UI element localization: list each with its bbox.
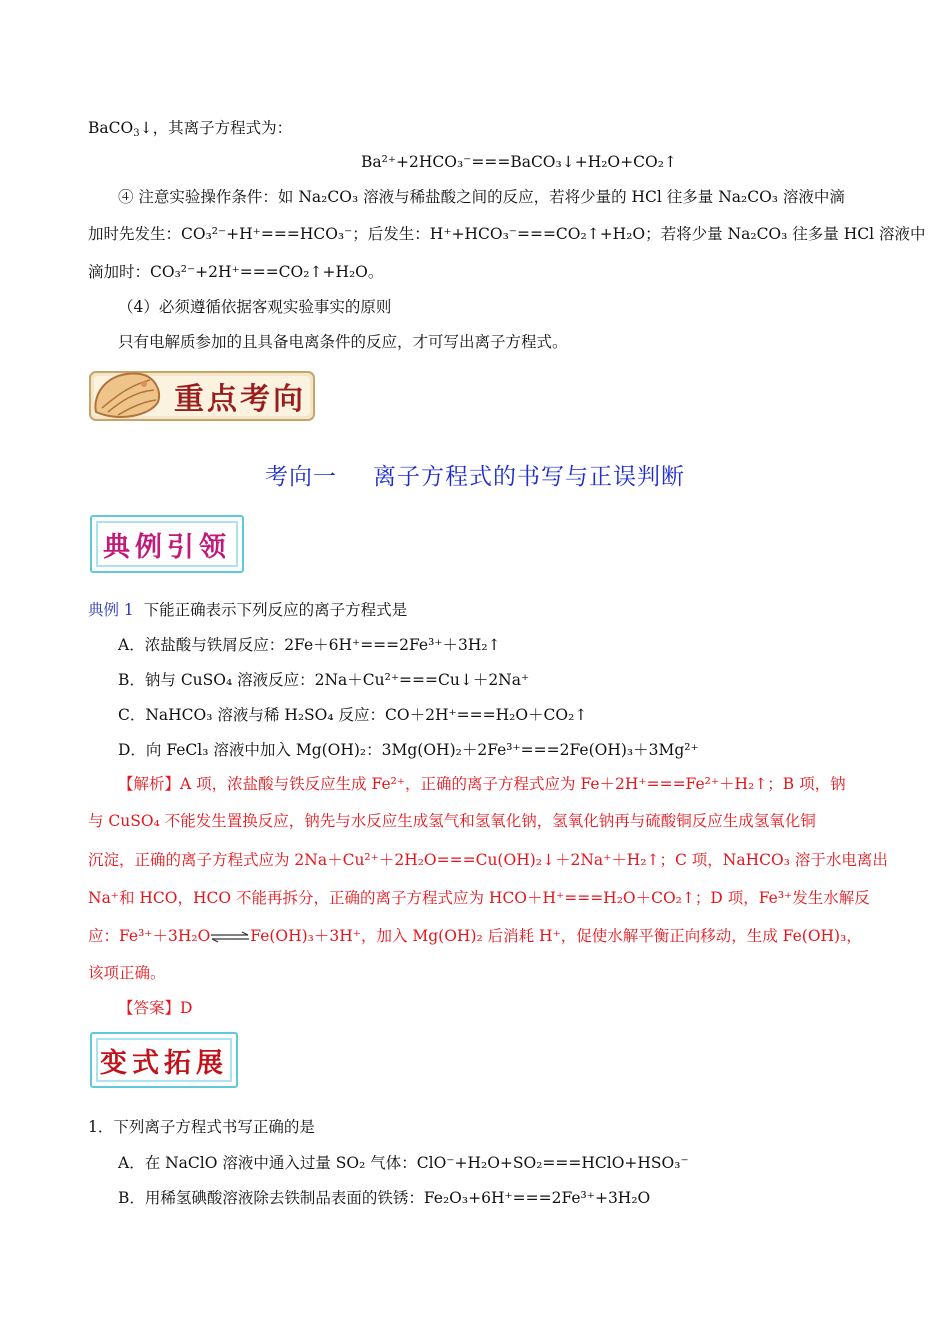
variant-frame xyxy=(90,1032,238,1088)
example-frame-title: 典例引领 xyxy=(103,531,231,563)
section-banner xyxy=(88,364,316,426)
example-frame xyxy=(90,515,244,573)
reversible-arrow-icon xyxy=(210,931,250,943)
option-a: A．浓盐酸与铁屑反应：2Fe＋6H⁺===2Fe³⁺＋3H₂↑ xyxy=(118,636,501,654)
exercise-option-a: A．在 NaClO 溶液中通入过量 SO₂ 气体：ClO⁻+H₂O+SO₂===HClO+HSO₃⁻ xyxy=(118,1154,689,1172)
option-b: B．钠与 CuSO₄ 溶液反应：2Na＋Cu²⁺===Cu↓＋2Na⁺ xyxy=(118,671,530,689)
option-d: D．向 FeCl₃ 溶液中加入 Mg(OH)₂：3Mg(OH)₂＋2Fe³⁺===2Fe(OH)₃＋3Mg²⁺ xyxy=(118,741,699,759)
analysis-line: 与 CuSO₄ 不能发生置换反应，钠先与水反应生成氢气和氢氧化钠，氢氧化钠再与硫酸铜反应生成氢氧化铜 xyxy=(88,812,816,830)
text-line: 滴加时：CO₃²⁻+2H⁺===CO₂↑+H₂O。 xyxy=(88,263,384,281)
banner-title: 重点考向 xyxy=(174,382,306,417)
analysis-line: 该项正确。 xyxy=(88,964,166,982)
text-line: BaCO$_3$↓，其离子方程式为： xyxy=(88,119,293,139)
analysis-line: 【解析】A 项，浓盐酸与铁反应生成 Fe²⁺，正确的离子方程式应为 Fe＋2H⁺===Fe²⁺＋H₂↑；B 项，钠 xyxy=(118,775,846,793)
text-line: ④ 注意实验操作条件：如 Na₂CO₃ 溶液与稀盐酸之间的反应，若将少量的 HCl 往多量 Na₂CO₃ 溶液中滴 xyxy=(118,188,845,206)
equation-line: Ba²⁺+2HCO₃⁻===BaCO₃↓+H₂O+CO₂↑ xyxy=(361,153,677,171)
rule-heading: （4）必须遵循依据客观实验事实的原则 xyxy=(118,298,392,316)
example-question: 典例 1 下能正确表示下列反应的离子方程式是 xyxy=(88,601,408,619)
text-line: 只有电解质参加的且具备电离条件的反应，才可写出离子方程式。 xyxy=(118,333,568,351)
text-line: 加时先发生：CO₃²⁻+H⁺===HCO₃⁻；后发生：H⁺+HCO₃⁻===CO₂↑+H₂O；若将少量 Na₂CO₃ 往多量 HCl 溶液中 xyxy=(88,225,926,243)
exercise-question: 1．下列离子方程式书写正确的是 xyxy=(88,1118,315,1136)
analysis-line: Na⁺和 HCO，HCO 不能再拆分，正确的离子方程式应为 HCO＋H⁺===H₂O＋CO₂↑；D 项，Fe³⁺发生水解反 xyxy=(88,889,870,907)
variant-frame-title: 变式拓展 xyxy=(100,1047,228,1079)
section-heading: 考向一 离子方程式的书写与正误判断 xyxy=(265,464,685,490)
analysis-line: 沉淀，正确的离子方程式应为 2Na＋Cu²⁺＋2H₂O===Cu(OH)₂↓＋2Na⁺＋H₂↑；C 项，NaHCO₃ 溶于水电离出 xyxy=(88,851,888,869)
analysis-line: 应：Fe³⁺＋3H₂O Fe(OH)₃＋3H⁺，加入 Mg(OH)₂ 后消耗 H⁺，促使水解平衡正向移动，生成 Fe(OH)₃， xyxy=(88,927,862,945)
exercise-option-b: B．用稀氢碘酸溶液除去铁制品表面的铁锈：Fe₂O₃+6H⁺===2Fe³⁺+3H₂O xyxy=(118,1189,651,1207)
option-c: C．NaHCO₃ 溶液与稀 H₂SO₄ 反应：CO＋2H⁺===H₂O＋CO₂↑ xyxy=(118,706,588,724)
answer: 【答案】D xyxy=(118,999,193,1017)
